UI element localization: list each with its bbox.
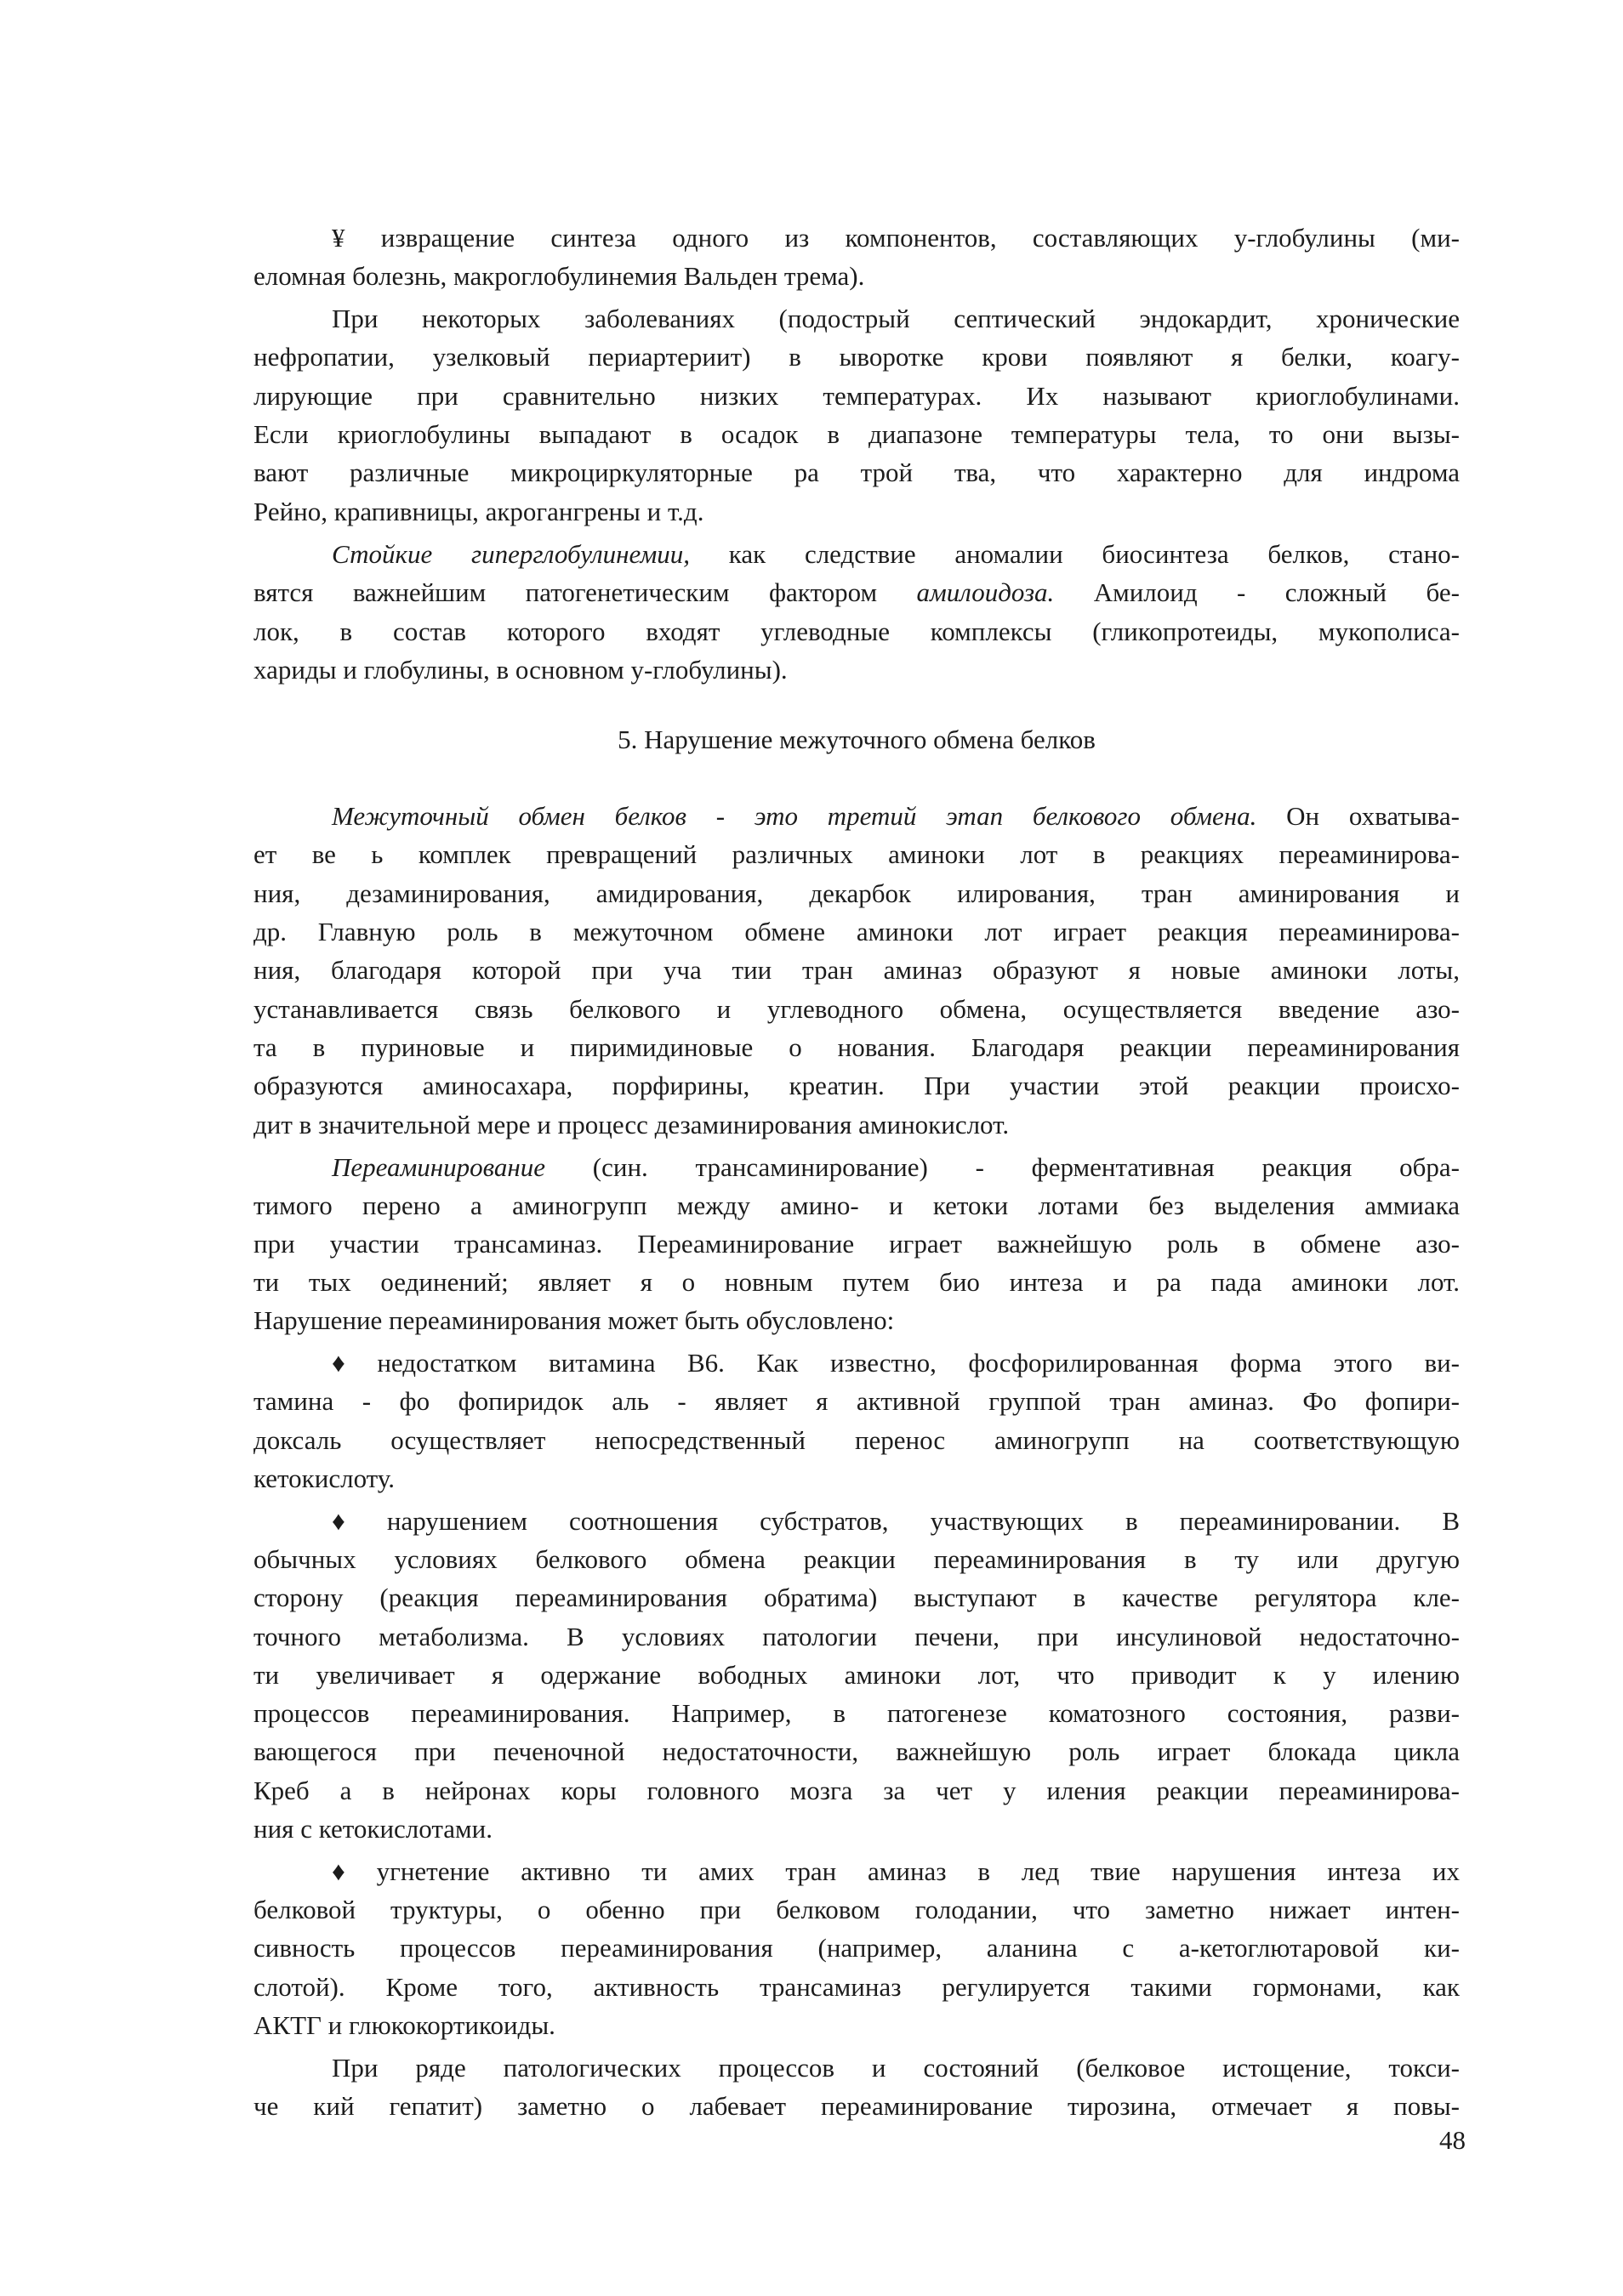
line-text: обычных условиях белкового обмена реакции переаминирования в ту или другую <box>253 1544 1460 1574</box>
line-text: слотой). Кроме того, активность трансаминаз регулируется такими гормонами, как <box>253 1972 1460 2002</box>
line-text: ния с кетокислотами. <box>253 1814 493 1844</box>
italic-term: Межуточный обмен белков - это третий этап белкового обмена. <box>332 801 1257 831</box>
line-text: еломная болезнь, макроглобулинемия Вальден трема). <box>253 261 865 291</box>
line-text: тимого перено а аминогрупп между амино- и кетоки лотами без выделения аммиака <box>253 1191 1460 1220</box>
line-text: ния, благодаря которой при уча тии тран аминаз образуют я новые аминоки лоты, <box>253 955 1460 985</box>
text-line <box>253 1460 1460 1498</box>
line-text: хариды и глобулины, в основном у-глобулины). <box>253 655 788 685</box>
text-line <box>253 1579 1460 1617</box>
line-text: АКТГ и глюкокортикоиды. <box>253 2010 555 2040</box>
text-line <box>253 875 1460 912</box>
text-line <box>253 416 1460 453</box>
text-line <box>253 300 1460 338</box>
text-line <box>253 1810 1460 1848</box>
line-text: недостатком витамина В6. Как известно, фосфорилированная форма этого ви- <box>345 1348 1460 1378</box>
italic-term: амилоидоза. <box>916 577 1055 607</box>
line-text: при участии трансаминаз. Переаминирование играет важнейшую роль в обмене азо- <box>253 1229 1460 1259</box>
text-line <box>253 952 1460 989</box>
line-text: Если криоглобулины выпадают в осадок в диапазоне температуры тела, то они вызы- <box>253 419 1460 449</box>
line-text: лирующие при сравнительно низких температурах. Их называют криоглобулинами. <box>253 381 1460 411</box>
section-heading <box>253 721 1460 759</box>
text-line <box>253 1106 1460 1144</box>
list-bullet-marker: ♦ <box>332 1348 345 1378</box>
line-text: устанавливается связь белкового и углеводного обмена, осуществляется введение азо- <box>253 994 1460 1024</box>
text-line <box>253 991 1460 1028</box>
line-text: кетокислоту. <box>253 1463 395 1493</box>
page-number: 48 <box>1439 2125 1466 2155</box>
line-text: че кий гепатит) заметно о лабевает переаминирование тирозина, отмечает я повы- <box>253 2091 1460 2121</box>
italic-term: Переаминирование <box>332 1152 546 1182</box>
text-line <box>253 219 1460 257</box>
line-text: нарушением соотношения субстратов, участвующих в переаминировании. В <box>345 1506 1460 1536</box>
text-line <box>253 338 1460 376</box>
text-line <box>253 1302 1460 1339</box>
text-line <box>253 574 1460 611</box>
text-line <box>253 1772 1460 1810</box>
text-line <box>253 1264 1460 1301</box>
line-text: извращение синтеза одного из компонентов, составляющих у-глобулины (ми- <box>345 223 1460 253</box>
italic-term: Стойкие гиперглобулинемии, <box>332 539 691 569</box>
list-bullet-marker: ♦ <box>332 1506 345 1536</box>
line-text: точного метаболизма. В условиях патологии печени, при инсулиновой недостаточно- <box>253 1622 1460 1651</box>
text-line <box>253 836 1460 873</box>
text-line <box>253 651 1460 689</box>
line-text: вятся важнейшим патогенетическим фактором <box>253 577 917 607</box>
line-text: как следствие аномалии биосинтеза белков, стано- <box>690 539 1460 569</box>
line-text: При некоторых заболеваниях (подострый септический эндокардит, хронические <box>332 304 1460 333</box>
line-text: Амилоид - сложный бе- <box>1054 577 1460 607</box>
text-line <box>253 1029 1460 1066</box>
text-line <box>253 913 1460 951</box>
line-text: образуются аминосахара, порфирины, креатин. При участии этой реакции происхо- <box>253 1071 1460 1100</box>
line-text: сторону (реакция переаминирования обратима) выступают в качестве регулятора кле- <box>253 1583 1460 1612</box>
line-text: 5. Нарушение межуточного обмена белков <box>618 725 1096 754</box>
text-line <box>253 2007 1460 2044</box>
text-line <box>253 1344 1460 1382</box>
text-line <box>253 613 1460 651</box>
text-line <box>253 1503 1460 1540</box>
line-text: угнетение активно ти амих тран аминаз в лед твие нарушения интеза их <box>345 1856 1460 1886</box>
text-line <box>253 1541 1460 1578</box>
text-line <box>253 1383 1460 1420</box>
line-text: При ряде патологических процессов и состояний (белковое истощение, токси- <box>332 2053 1460 2083</box>
text-line <box>253 493 1460 531</box>
line-text: нефропатии, узелковый периартериит) в ыворотке крови появляют я белки, коагу- <box>253 342 1460 372</box>
text-line <box>253 1067 1460 1105</box>
text-line <box>253 536 1460 573</box>
line-text: та в пуриновые и пиримидиновые о нования. Благодаря реакции переаминирования <box>253 1032 1460 1062</box>
line-text: Креб а в нейронах коры головного мозга за чет у иления реакции переаминирова- <box>253 1776 1460 1805</box>
list-bullet-marker: ¥ <box>332 223 345 253</box>
text-line <box>253 798 1460 835</box>
line-text: дит в значительной мере и процесс дезаминирования аминокислот. <box>253 1110 1010 1139</box>
text-line <box>253 378 1460 415</box>
text-line <box>253 2088 1460 2125</box>
line-text: Нарушение переаминирования может быть обусловлено: <box>253 1305 895 1335</box>
text-line <box>253 1733 1460 1770</box>
text-line <box>253 454 1460 492</box>
line-text: вающегося при печеночной недостаточности, важнейшую роль играет блокада цикла <box>253 1736 1460 1766</box>
line-text: ет ве ь комплек превращений различных аминоки лот в реакциях переаминирова- <box>253 839 1460 869</box>
list-bullet-marker: ♦ <box>332 1856 345 1886</box>
line-text: сивность процессов переаминирования (например, аланина с а-кетоглютаровой ки- <box>253 1933 1460 1963</box>
line-text: (син. трансаминирование) - ферментативная реакция обра- <box>545 1152 1460 1182</box>
line-text: Рейно, крапивницы, акрогангрены и т.д. <box>253 497 704 526</box>
line-text: лок, в состав которого входят углеводные комплексы (гликопротеиды, мукополиса- <box>253 617 1460 646</box>
text-line <box>253 1853 1460 1890</box>
text-line <box>253 1929 1460 1967</box>
text-line <box>253 1618 1460 1656</box>
line-text: ти тых оединений; являет я о новным путем био интеза и ра пада аминоки лот. <box>253 1267 1460 1297</box>
text-line <box>253 1422 1460 1459</box>
text-line <box>253 1187 1460 1225</box>
line-text: процессов переаминирования. Например, в патогенезе коматозного состояния, разви- <box>253 1698 1460 1728</box>
line-text: ти увеличивает я одержание вободных аминоки лот, что приводит к у илению <box>253 1660 1460 1690</box>
text-line <box>253 1891 1460 1929</box>
line-text: ния, дезаминирования, амидирования, декарбок илирования, тран аминирования и <box>253 878 1460 908</box>
line-text: тамина - фо фопиридок аль - являет я активной группой тран аминаз. Фо фопири- <box>253 1386 1460 1416</box>
text-line <box>253 1149 1460 1186</box>
text-line <box>253 2049 1460 2087</box>
line-text: вают различные микроциркуляторные ра трой тва, что характерно для индрома <box>253 457 1460 487</box>
line-text: доксаль осуществляет непосредственный перенос аминогрупп на соответствующую <box>253 1425 1460 1455</box>
text-line <box>253 1695 1460 1732</box>
line-text: белковой труктуры, о обенно при белковом голодании, что заметно нижает интен- <box>253 1895 1460 1924</box>
text-line <box>253 258 1460 295</box>
text-line <box>253 1225 1460 1263</box>
line-text: Он охватыва- <box>1256 801 1460 831</box>
line-text: др. Главную роль в межуточном обмене аминоки лот играет реакция переаминирова- <box>253 917 1460 946</box>
text-line <box>253 1969 1460 2006</box>
text-line <box>253 1657 1460 1694</box>
